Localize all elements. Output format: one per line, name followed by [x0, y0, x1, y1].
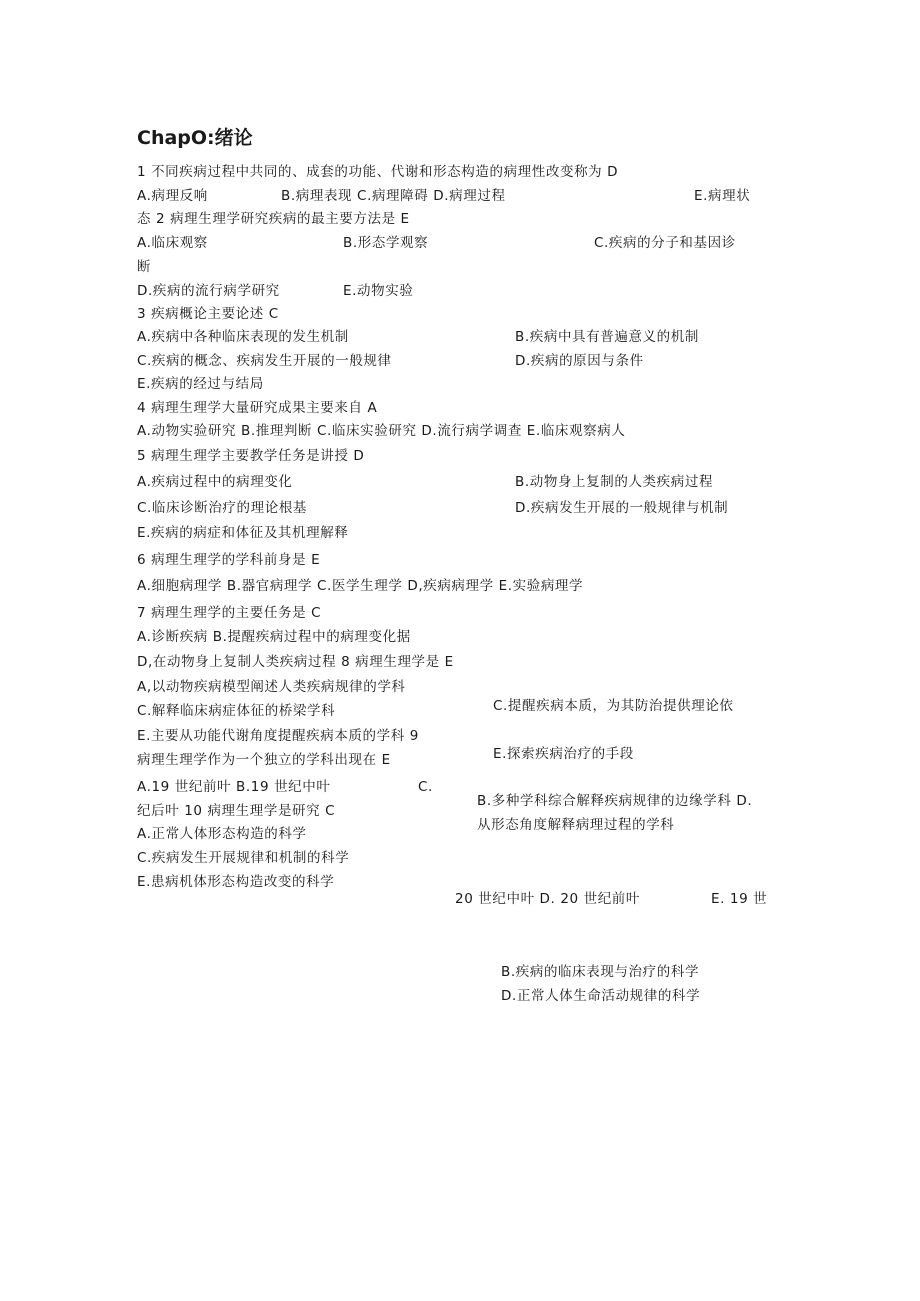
q3-option-e: E.疾病的经过与结局	[137, 376, 264, 392]
q2-option-d: D.疾病的流行病学研究	[137, 283, 280, 299]
q5-option-a: A.疾病过程中的病理变化	[137, 474, 293, 490]
q2-option-b: B.形态学观察	[343, 235, 429, 251]
q10-option-e: E.患病机体形态构造改变的科学	[137, 874, 335, 890]
q8-option-a: A,以动物疾病模型阐述人类疾病规律的学科	[137, 679, 406, 695]
q9-options-a-b: A.19 世纪前叶 B.19 世纪中叶	[137, 779, 331, 795]
question-6-stem: 6 病理生理学的学科前身是 E	[137, 552, 321, 568]
q8-option-d-cont: 从形态角度解释病理过程的学科	[477, 817, 675, 833]
q7-option-d-q8-stem: D,在动物身上复制人类疾病过程 8 病理生理学是 E	[137, 654, 454, 670]
q9-option-e: E. 19 世	[711, 891, 768, 907]
q7-options-a-b: A.诊断疾病 B.提醒疾病过程中的病理变化据	[137, 629, 411, 645]
q3-option-d: D.疾病的原因与条件	[515, 353, 644, 369]
q10-option-a: A.正常人体形态构造的科学	[137, 826, 307, 842]
q10-option-b: B.疾病的临床表现与治疗的科学	[501, 964, 700, 980]
q5-option-b: B.动物身上复制的人类疾病过程	[515, 474, 714, 490]
q5-option-e: E.疾病的病症和体征及其机理解释	[137, 525, 349, 541]
q4-options: A.动物实验研究 B.推理判断 C.临床实验研究 D.流行病学调查 E.临床观察病人	[137, 423, 626, 439]
q5-option-c: C.临床诊断治疗的理论根基	[137, 500, 308, 516]
q2-option-a: A.临床观察	[137, 235, 208, 251]
q8-options-b-d: B.多种学科综合解释疾病规律的边缘学科 D.	[477, 793, 753, 809]
q1-option-e: E.病理状	[694, 188, 751, 204]
q10-option-c: C.疾病发生开展规律和机制的科学	[137, 850, 350, 866]
q3-option-b: B.疾病中具有普遍意义的机制	[515, 329, 699, 345]
q9-option-c: C.	[418, 779, 433, 795]
q3-option-a: A.疾病中各种临床表现的发生机制	[137, 329, 349, 345]
question-5-stem: 5 病理生理学主要教学任务是讲授 D	[137, 448, 365, 464]
q6-options: A.细胞病理学 B.器官病理学 C.医学生理学 D,疾病病理学 E.实验病理学	[137, 578, 584, 594]
question-9-stem: 病理生理学作为一个独立的学科出现在 E	[137, 752, 391, 768]
q7-option-c: C.提醒疾病本质，为其防治提供理论依	[493, 698, 734, 714]
q9-options-c-d: 20 世纪中叶 D. 20 世纪前叶	[455, 891, 641, 907]
q10-option-d: D.正常人体生命活动规律的科学	[501, 988, 701, 1004]
q7-option-e: E.探索疾病治疗的手段	[493, 746, 634, 762]
question-4-stem: 4 病理生理学大量研究成果主要来自 A	[137, 400, 378, 416]
q9-cont-q10-stem: 纪后叶 10 病理生理学是研究 C	[137, 803, 336, 819]
q2-option-e: E.动物实验	[343, 283, 414, 299]
q8-option-c: C.解释临床病症体征的桥梁学科	[137, 703, 336, 719]
question-1-stem: 1 不同疾病过程中共同的、成套的功能、代谢和形态构造的病理性改变称为 D	[137, 164, 619, 180]
q5-option-d: D.疾病发生开展的一般规律与机制	[515, 500, 729, 516]
q2-option-c-cont: 断	[137, 259, 152, 275]
q3-option-c: C.疾病的概念、疾病发生开展的一般规律	[137, 353, 392, 369]
question-2-stem: 态 2 病理生理学研究疾病的最主要方法是 E	[137, 211, 410, 227]
q1-option-a: A.病理反响	[137, 188, 208, 204]
q1-options-b-d: B.病理表现 C.病理障碍 D.病理过程	[281, 188, 506, 204]
page-title: ChapO:绪论	[137, 127, 253, 149]
question-3-stem: 3 疾病概论主要论述 C	[137, 306, 279, 322]
q2-option-c: C.疾病的分子和基因诊	[594, 235, 736, 251]
question-7-stem: 7 病理生理学的主要任务是 C	[137, 605, 322, 621]
q8-option-e-q9-num: E.主要从功能代谢角度提醒疾病本质的学科 9	[137, 728, 419, 744]
